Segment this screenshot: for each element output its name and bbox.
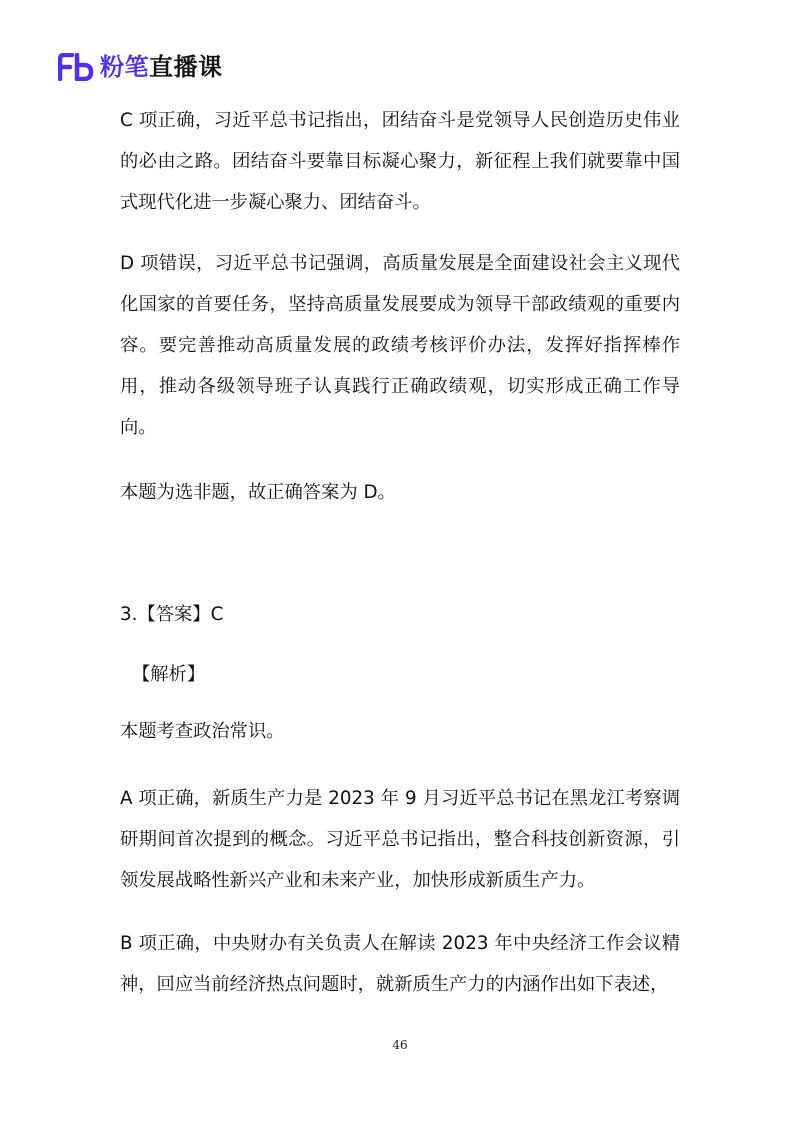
header-logo <box>58 52 223 82</box>
analysis-heading: 【解析】 <box>132 664 206 685</box>
fb-logo-icon <box>58 53 94 81</box>
answer-heading: 3.【答案】C <box>120 604 224 625</box>
paragraph-option-b: B 项正确，中央财办有关负责人在解读 2023 年中央经济工作会议精神，回应当前经济热点问题时，就新质生产力的内涵作出如下表述， <box>120 933 680 995</box>
logo-text <box>100 52 223 82</box>
paragraph-conclusion: 本题为选非题，故正确答案为 D。 <box>120 482 396 503</box>
paragraph-topic: 本题考查政治常识。 <box>120 721 285 742</box>
paragraph-option-a: A 项正确，新质生产力是 2023 年 9 月习近平总书记在黑龙江考察调研期间首次提到的概念。习近平总书记指出，整合科技创新资源，引领发展战略性新兴产业和未来产业，加快形成新质生产力。 <box>120 788 680 891</box>
logo-brand-text: 粉笔 <box>100 53 149 81</box>
paragraph-option-c: C 项正确，习近平总书记指出，团结奋斗是党领导人民创造历史伟业的必由之路。团结奋斗要靠目标凝心聚力，新征程上我们就要靠中国式现代化进一步凝心聚力、团结奋斗。 <box>120 110 680 213</box>
paragraph-option-d: D 项错误，习近平总书记强调，高质量发展是全面建设社会主义现代化国家的首要任务，坚持高质量发展要成为领导干部政绩观的重要内容。要完善推动高质量发展的政绩考核评价办法，发挥好指挥棒作用，推动各级领导班子认真践行正确政绩观，切实形成正确工作导向。 <box>120 253 680 438</box>
page-number: 46 <box>392 1038 408 1052</box>
logo-product-text: 直播课 <box>149 53 223 81</box>
